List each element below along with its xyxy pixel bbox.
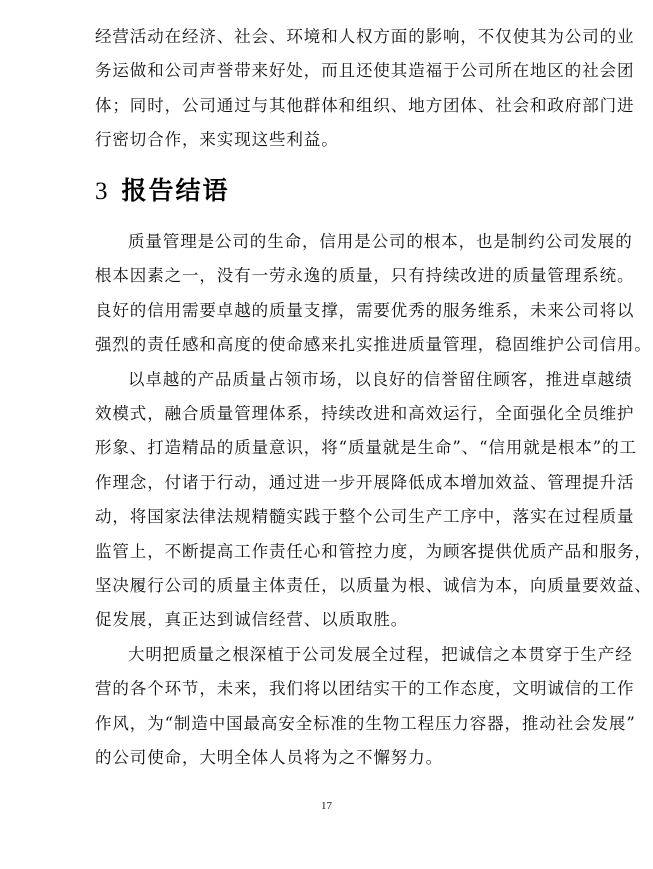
text-line: 坚决履行公司的质量主体责任，以质量为根、诚信为本，向质量要效益、 (95, 576, 652, 596)
intro-paragraph (95, 20, 635, 158)
text-line: 根本因素之一，没有一劳永逸的质量，只有持续改进的质量管理系统。 (95, 266, 635, 286)
paragraph-market-strategy (95, 363, 652, 638)
text-line: 监管上，不断提高工作责任心和管控力度，为顾客提供优质产品和服务， (95, 541, 652, 561)
text-line: 的公司使命，大明全体人员将为之不懈努力。 (95, 748, 443, 768)
text-line: 作风，为“制造中国最高安全标准的生物工程压力容器，推动社会发展” (95, 713, 636, 733)
section-body (95, 225, 652, 776)
section-title: 报告结语 (121, 176, 230, 205)
text-line: 务运做和公司声誉带来好处，而且还使其造福于公司所在地区的社会团 (95, 61, 635, 81)
section-number: 3 (95, 178, 110, 205)
text-line: 体；同时，公司通过与其他群体和组织、地方团体、社会和政府部门进 (95, 95, 635, 115)
section-heading (95, 171, 230, 212)
text-line: 营的各个环节，未来，我们将以团结实干的工作态度，文明诚信的工作 (95, 679, 635, 699)
text-line: 经营活动在经济、社会、环境和人权方面的影响，不仅使其为公司的业 (95, 27, 635, 46)
text-line: 动，将国家法律法规精髓实践于整个公司生产工序中，落实在过程质量 (95, 507, 635, 527)
text-line: 效模式，融合质量管理体系，持续改进和高效运行，全面强化全员维护 (95, 404, 635, 424)
text-line: 强烈的责任感和高度的使命感来扎实推进质量管理，稳固维护公司信用。 (95, 335, 652, 355)
text-line: 以卓越的产品质量占领市场，以良好的信誉留住顾客，推进卓越绩 (128, 369, 633, 389)
page-number: 17 (321, 800, 332, 812)
text-line: 大明把质量之根深植于公司发展全过程，把诚信之本贯穿于生产经 (128, 644, 633, 664)
text-line: 行密切合作，来实现这些利益。 (95, 130, 339, 150)
text-line: 促发展，真正达到诚信经营、以质取胜。 (95, 610, 409, 630)
text-line: 作理念，付诸于行动，通过进一步开展降低成本增加效益、管理提升活 (95, 472, 635, 492)
text-line: 形象、打造精品的质量意识，将“质量就是生命”、“信用就是根本”的工 (95, 438, 637, 458)
text-line: 良好的信用需要卓越的质量支撑，需要优秀的服务维系，未来公司将以 (95, 300, 635, 320)
text-line: 质量管理是公司的生命，信用是公司的根本，也是制约公司发展的 (128, 232, 633, 251)
paragraph-company-mission (95, 638, 636, 776)
paragraph-quality-management (95, 225, 652, 363)
